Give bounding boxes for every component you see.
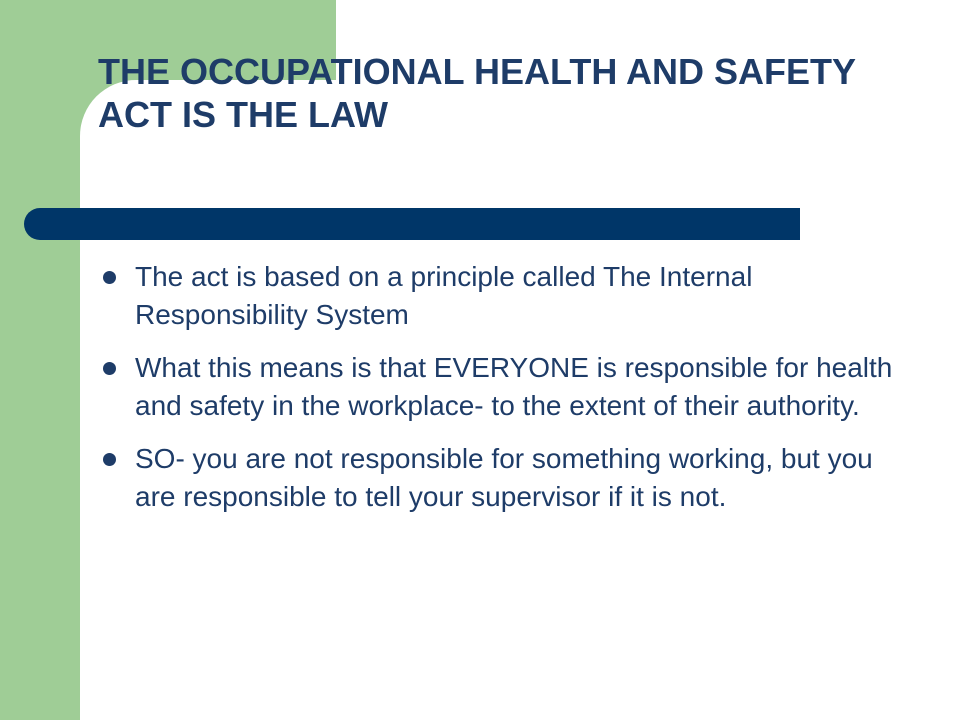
slide-title: THE OCCUPATIONAL HEALTH AND SAFETY ACT IS THE LAW	[98, 51, 856, 135]
bullet-dot-icon	[103, 362, 116, 375]
bullet-text: The act is based on a principle called The Internal Responsibility System	[135, 261, 753, 330]
bullet-item	[103, 349, 903, 425]
bullet-dot-icon	[103, 453, 116, 466]
bullet-text: SO- you are not responsible for something working, but you are responsible to tell your supervisor if it is not.	[135, 443, 873, 512]
bullet-item	[103, 258, 903, 334]
bullet-dot-icon	[103, 271, 116, 284]
title-divider-bar	[24, 208, 800, 240]
bullet-text: What this means is that EVERYONE is responsible for health and safety in the workplace- to the extent of their authority.	[135, 352, 893, 421]
bullet-list	[103, 258, 903, 531]
bullet-item	[103, 440, 903, 516]
